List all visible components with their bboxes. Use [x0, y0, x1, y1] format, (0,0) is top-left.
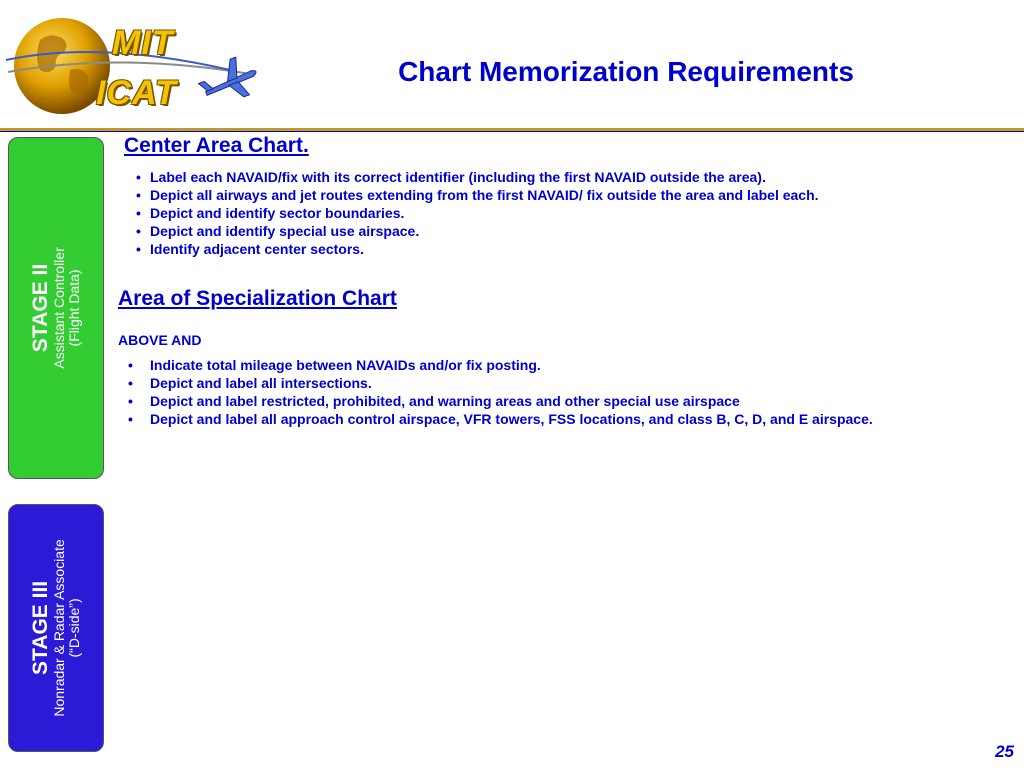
stage-iii-role: Nonradar & Radar Associate [51, 539, 68, 717]
stage-ii-role: Assistant Controller [51, 247, 68, 369]
list-item-text: Indicate total mileage between NAVAIDs and/or fix posting. [150, 357, 541, 373]
above-and-label: ABOVE AND [118, 332, 202, 348]
stage-iii-role-detail: (“D-side”) [66, 598, 83, 658]
list-item [128, 392, 988, 410]
bullet-icon: • [136, 205, 141, 221]
stage-ii-title: STAGE II [29, 263, 53, 353]
list-item [128, 410, 988, 428]
list-item [136, 186, 819, 204]
center-area-chart-list [136, 168, 819, 258]
bullet-icon: • [136, 241, 141, 257]
stage-iii-title: STAGE III [29, 580, 53, 676]
list-item-text: Depict and label all approach control airspace, VFR towers, FSS locations, and class B, C, D, and E airspace. [150, 411, 873, 427]
list-item-text: Depict all airways and jet routes extending from the first NAVAID/ fix outside the area and label each. [150, 187, 819, 203]
area-of-specialization-list [128, 356, 988, 428]
list-item-text: Label each NAVAID/fix with its correct identifier (including the first NAVAID outside the area). [150, 169, 766, 185]
header-divider-underline [0, 131, 1024, 132]
list-item [136, 168, 819, 186]
stage-ii-panel [8, 137, 104, 479]
list-item [136, 222, 819, 240]
logo-icat-text: ICAT [96, 74, 177, 112]
area-of-specialization-heading: Area of Specialization Chart [118, 287, 397, 310]
logo-mit-text: MIT [112, 24, 174, 62]
mit-icat-logo [0, 0, 280, 128]
bullet-icon: • [136, 169, 141, 185]
bullet-icon: • [136, 223, 141, 239]
bullet-icon: • [136, 187, 141, 203]
list-item-text: Depict and identify special use airspace. [150, 223, 420, 239]
list-item [128, 356, 988, 374]
bullet-icon: • [128, 375, 133, 391]
list-item [136, 204, 819, 222]
bullet-icon: • [128, 357, 133, 373]
bullet-icon: • [128, 411, 133, 427]
list-item-text: Identify adjacent center sectors. [150, 241, 364, 257]
list-item-text: Depict and label restricted, prohibited, and warning areas and other special use airspace [150, 393, 740, 409]
page-title: Chart Memorization Requirements [398, 56, 854, 87]
center-area-chart-heading: Center Area Chart. [124, 134, 309, 157]
bullet-icon: • [128, 393, 133, 409]
list-item-text: Depict and label all intersections. [150, 375, 372, 391]
list-item-text: Depict and identify sector boundaries. [150, 205, 405, 221]
stage-ii-role-detail: (Flight Data) [66, 269, 83, 347]
page-number: 25 [995, 742, 1014, 761]
list-item [136, 240, 819, 258]
stage-iii-panel [8, 504, 104, 752]
list-item [128, 374, 988, 392]
